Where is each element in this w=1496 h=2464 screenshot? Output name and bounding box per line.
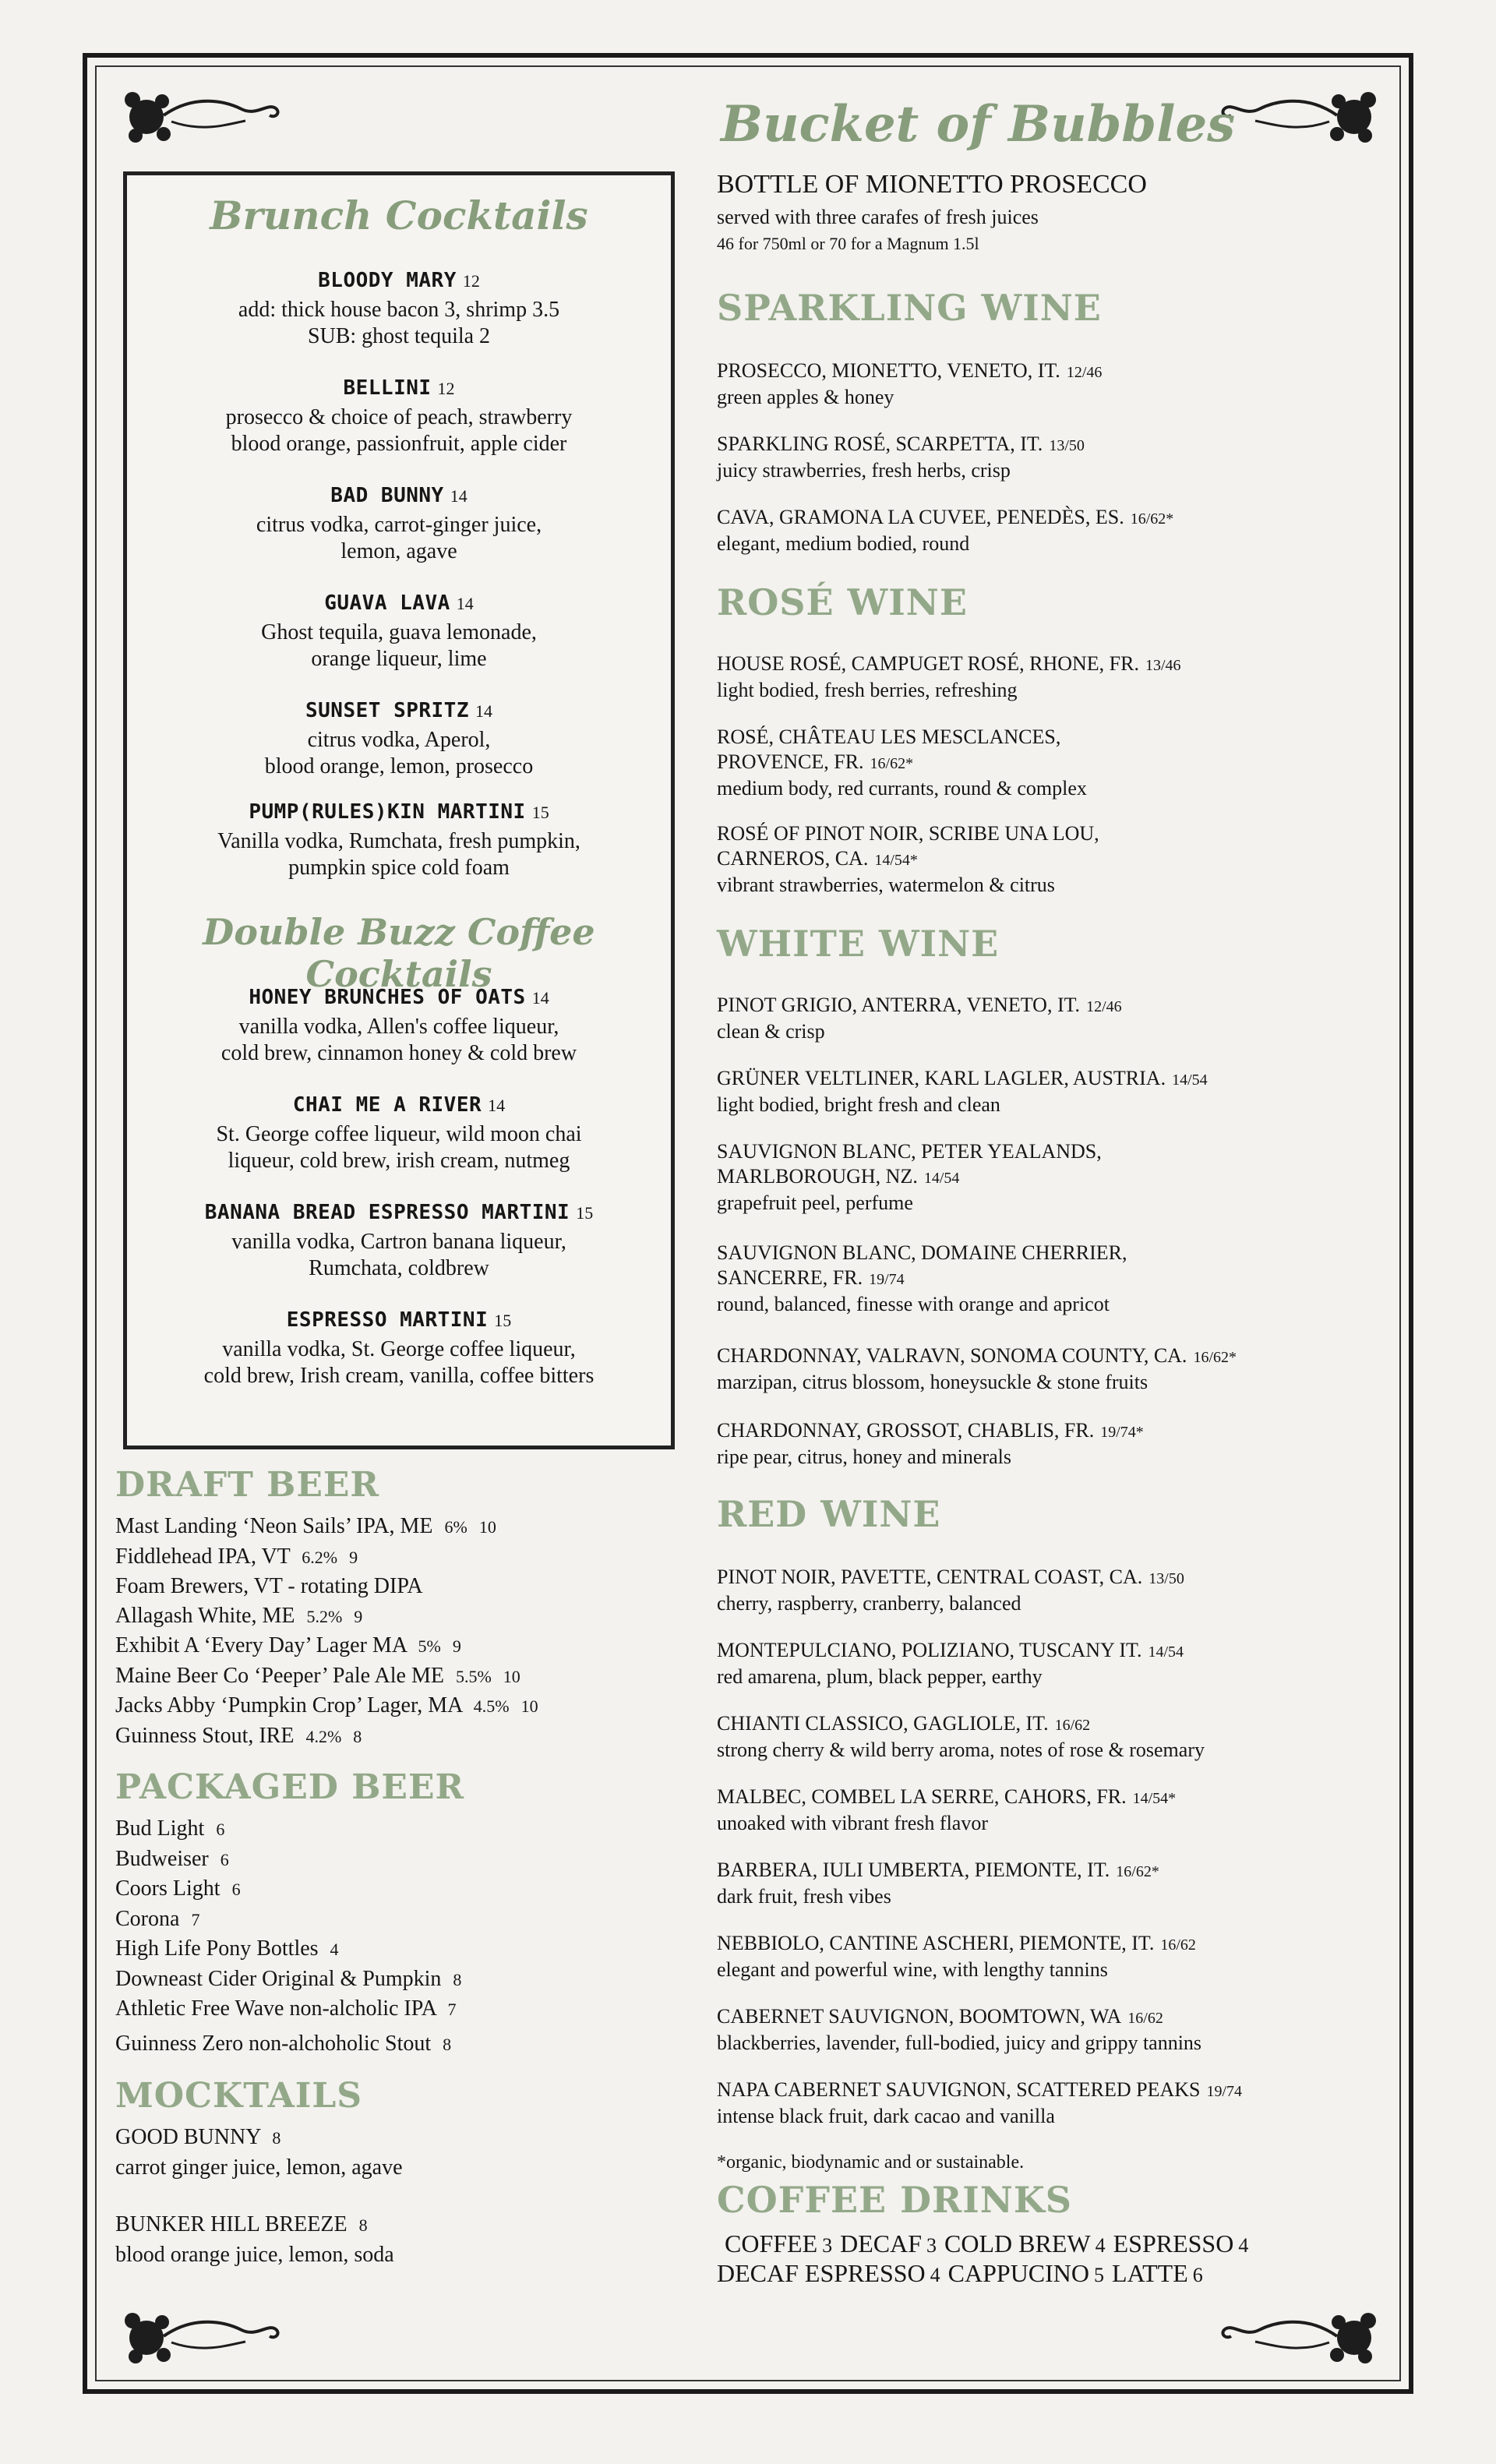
- cocktail-desc: Ghost tequila, guava lemonade,: [261, 620, 537, 644]
- wine-name: PINOT NOIR, PAVETTE, CENTRAL COAST, CA.: [717, 1566, 1143, 1588]
- wine-price: 14/54*: [874, 852, 918, 869]
- beer-name: Allagash White, ME: [115, 1603, 295, 1628]
- wine-desc: cherry, raspberry, cranberry, balanced: [717, 1592, 1021, 1615]
- wine-name: CHIANTI CLASSICO, GAGLIOLE, IT.: [717, 1712, 1049, 1735]
- beer-name: High Life Pony Bottles: [115, 1936, 319, 1961]
- coffee-name: COLD BREW: [944, 2229, 1091, 2257]
- mocktail-price: 8: [358, 2215, 368, 2235]
- wine-name: SAUVIGNON BLANC, PETER YEALANDS,: [717, 1140, 1102, 1163]
- list-item: [115, 1512, 538, 1542]
- wine-name: SAUVIGNON BLANC, DOMAINE CHERRIER,: [717, 1241, 1127, 1264]
- beer-price: 8: [453, 1969, 462, 1989]
- wine-price: 16/62: [1160, 1936, 1196, 1954]
- beer-price: 10: [478, 1517, 496, 1537]
- beer-abv: 4.5%: [473, 1696, 510, 1716]
- cocktail-desc: St. George coffee liqueur, wild moon chai: [216, 1122, 582, 1146]
- wine-item: [717, 1565, 1387, 1616]
- cocktail-name: PUMP(RULES)KIN MARTINI: [249, 800, 526, 824]
- wine-item: [717, 1784, 1387, 1836]
- wine-item: [717, 725, 1387, 801]
- cocktail-desc: citrus vodka, carrot-ginger juice,: [256, 513, 542, 537]
- floral-ornament-top-left: [109, 78, 288, 156]
- cocktail-name: SUNSET SPRITZ: [305, 699, 469, 722]
- cocktail-desc: blood orange, lemon, prosecco: [264, 754, 534, 778]
- bubbles-heading: BOTTLE OF MIONETTO PROSECCO: [717, 170, 1147, 199]
- list-item: [115, 1691, 538, 1721]
- mocktail-desc: blood orange juice, lemon, soda: [115, 2242, 394, 2267]
- wine-name: PINOT GRIGIO, ANTERRA, VENETO, IT.: [717, 994, 1081, 1016]
- wine-desc: marzipan, citrus blossom, honeysuckle & stone fruits: [717, 1371, 1148, 1393]
- beer-price: 10: [503, 1666, 520, 1686]
- wine-item: [717, 651, 1387, 703]
- coffee-price: 5: [1094, 2264, 1105, 2286]
- cocktail-price: 15: [576, 1203, 594, 1223]
- cocktail-desc: add: thick house bacon 3, shrimp 3.5: [238, 298, 560, 322]
- wine-item: [717, 1711, 1387, 1763]
- cocktail-price: 15: [531, 803, 549, 822]
- cocktail-name: HONEY BRUNCHES OF OATS: [249, 986, 526, 1009]
- cocktail-desc: vanilla vodka, Allen's coffee liqueur,: [238, 1015, 559, 1039]
- cocktail-name: BLOODY MARY: [318, 269, 457, 292]
- wine-price: 13/50: [1148, 1570, 1184, 1587]
- draft-beer-title: DRAFT BEER: [115, 1465, 379, 1505]
- beer-price: 4: [330, 1940, 339, 1959]
- beer-price: 9: [452, 1636, 461, 1656]
- coffee-drinks-title: COFFEE DRINKS: [717, 2179, 1073, 2221]
- beer-abv: 5.5%: [455, 1666, 492, 1686]
- coffee-cocktail-item: [127, 1199, 671, 1282]
- wine-desc: clean & crisp: [717, 1020, 825, 1043]
- wine-name: SPARKLING ROSÉ, SCARPETTA, IT.: [717, 432, 1043, 455]
- cocktail-desc: lemon, agave: [340, 539, 457, 563]
- wine-desc: grapefruit peel, perfume: [717, 1191, 913, 1214]
- beer-name: Athletic Free Wave non-alcholic IPA: [115, 1996, 436, 2021]
- wine-name: GRÜNER VELTLINER, KARL LAGLER, AUSTRIA.: [717, 1067, 1166, 1089]
- cocktail-price: 14: [475, 701, 492, 721]
- cocktail-desc: blood orange, passionfruit, apple cider: [231, 432, 567, 456]
- cocktail-item: [127, 590, 671, 672]
- wine-price: 12/46: [1066, 364, 1103, 381]
- wine-name: PROSECCO, MIONETTO, VENETO, IT.: [717, 359, 1060, 382]
- beer-abv: 6.2%: [302, 1547, 338, 1567]
- packaged-beer-title: PACKAGED BEER: [115, 1767, 465, 1807]
- list-item: [115, 1814, 461, 1844]
- wine-desc: elegant, medium bodied, round: [717, 532, 970, 555]
- wine-price: 14/54*: [1132, 1790, 1177, 1807]
- wine-name-line2: MARLBOROUGH, NZ.: [717, 1165, 918, 1188]
- coffee-cocktail-item: [127, 1307, 671, 1389]
- wine-name: CAVA, GRAMONA LA CUVEE, PENEDÈS, ES.: [717, 506, 1124, 528]
- mocktail-price: 8: [272, 2128, 281, 2148]
- floral-ornament-bottom-right: [1212, 2299, 1392, 2377]
- wine-item: [717, 993, 1387, 1044]
- wine-item: [717, 2004, 1387, 2056]
- packaged-beer-list: [115, 1814, 461, 2059]
- wine-name: HOUSE ROSÉ, CAMPUGET ROSÉ, RHONE, FR.: [717, 652, 1139, 675]
- beer-price: 7: [447, 2000, 457, 2019]
- wine-price: 19/74: [1206, 2083, 1243, 2100]
- wine-name: CHARDONNAY, GROSSOT, CHABLIS, FR.: [717, 1419, 1095, 1442]
- wine-price: 12/46: [1086, 998, 1122, 1015]
- coffee-price: 4: [1095, 2234, 1106, 2257]
- wine-desc: strong cherry & wild berry aroma, notes of rose & rosemary: [717, 1739, 1205, 1761]
- cocktail-price: 14: [456, 594, 474, 613]
- coffee-name: COFFEE: [725, 2229, 818, 2257]
- beer-name: Exhibit A ‘Every Day’ Lager MA: [115, 1633, 407, 1657]
- wine-desc: round, balanced, finesse with orange and apricot: [717, 1293, 1110, 1315]
- wine-desc: blackberries, lavender, full-bodied, juicy and grippy tannins: [717, 2032, 1202, 2054]
- wine-price: 16/62*: [870, 755, 914, 772]
- sparkling-wine-title: SPARKLING WINE: [717, 287, 1102, 329]
- coffee-price: 3: [822, 2234, 833, 2257]
- floral-ornament-top-right: [1212, 78, 1392, 156]
- wine-price: 13/46: [1145, 657, 1181, 674]
- wine-item: [717, 821, 1387, 898]
- beer-name: Coors Light: [115, 1876, 221, 1901]
- wine-price: 14/54: [923, 1170, 960, 1187]
- wine-price: 16/62*: [1116, 1863, 1159, 1880]
- cocktail-desc: vanilla vodka, St. George coffee liqueur,: [222, 1337, 576, 1361]
- wine-item: [717, 505, 1387, 556]
- wine-item: [717, 1638, 1387, 1689]
- beer-price: 6: [231, 1880, 241, 1899]
- list-item: [115, 1572, 538, 1601]
- list-item: [115, 1934, 461, 1964]
- beer-name: Guinness Stout, IRE: [115, 1723, 295, 1748]
- coffee-price: 4: [1238, 2234, 1249, 2257]
- list-item: [115, 1994, 461, 2025]
- beer-price: 6: [220, 1849, 229, 1869]
- wine-name: NEBBIOLO, CANTINE ASCHERI, PIEMONTE, IT.: [717, 1932, 1155, 1954]
- wine-desc: unoaked with vibrant fresh flavor: [717, 1812, 989, 1834]
- list-item: [115, 2123, 403, 2153]
- wine-item: [717, 1418, 1387, 1470]
- wine-desc: medium body, red currants, round & complex: [717, 777, 1087, 800]
- mocktails-title: MOCKTAILS: [115, 2076, 363, 2116]
- beer-abv: 4.2%: [305, 1726, 342, 1746]
- beer-name: Guinness Zero non-alchoholic Stout: [115, 2031, 432, 2056]
- wine-name: CHARDONNAY, VALRAVN, SONOMA COUNTY, CA.: [717, 1344, 1187, 1367]
- beer-name: Fiddlehead IPA, VT: [115, 1544, 291, 1569]
- mocktail-name: GOOD BUNNY: [115, 2125, 261, 2149]
- list-item: [115, 1661, 538, 1692]
- wine-price: 14/54: [1172, 1071, 1208, 1089]
- organic-footnote: *organic, biodynamic and or sustainable.: [717, 2152, 1025, 2173]
- cocktail-item: [127, 799, 671, 881]
- beer-name: Jacks Abby ‘Pumpkin Crop’ Lager, MA: [115, 1693, 462, 1717]
- list-item: [115, 1542, 538, 1573]
- beer-abv: 5%: [418, 1636, 441, 1656]
- wine-desc: ripe pear, citrus, honey and minerals: [717, 1446, 1011, 1468]
- cocktail-desc: Vanilla vodka, Rumchata, fresh pumpkin,: [217, 829, 580, 853]
- wine-name: ROSÉ, CHÂTEAU LES MESCLANCES,: [717, 725, 1061, 748]
- wine-item: [717, 358, 1387, 410]
- wine-name-line2: CARNEROS, CA.: [717, 847, 869, 870]
- beer-price: 9: [354, 1606, 363, 1626]
- cocktail-name: BANANA BREAD ESPRESSO MARTINI: [204, 1201, 570, 1224]
- brunch-cocktails-title: Brunch Cocktails: [210, 192, 588, 238]
- beer-name: Foam Brewers, VT - rotating DIPA: [115, 1574, 423, 1598]
- list-item: [115, 2029, 461, 2060]
- wine-name: ROSÉ OF PINOT NOIR, SCRIBE UNA LOU,: [717, 822, 1099, 845]
- wine-item: [717, 1066, 1387, 1117]
- cocktail-desc: cold brew, cinnamon honey & cold brew: [221, 1041, 577, 1065]
- wine-item: [717, 1931, 1387, 1982]
- wine-name: BARBERA, IULI UMBERTA, PIEMONTE, IT.: [717, 1859, 1110, 1881]
- wine-name: NAPA CABERNET SAUVIGNON, SCATTERED PEAKS: [717, 2078, 1201, 2101]
- rose-wine-title: ROSÉ WINE: [717, 581, 968, 623]
- cocktail-name: BELLINI: [343, 376, 432, 400]
- wine-item: [717, 1241, 1387, 1317]
- wine-desc: dark fruit, fresh vibes: [717, 1885, 891, 1908]
- beer-name: Budweiser: [115, 1846, 209, 1871]
- coffee-cocktail-item: [127, 984, 671, 1067]
- list-item: [115, 1721, 538, 1752]
- draft-beer-list: [115, 1512, 538, 1751]
- cocktail-desc: citrus vodka, Aperol,: [307, 728, 491, 752]
- cocktail-price: 14: [450, 486, 468, 506]
- cocktail-item: [127, 697, 671, 780]
- cocktail-price: 12: [462, 271, 480, 291]
- brunch-cocktails-box: [123, 171, 675, 1449]
- beer-price: 8: [353, 1726, 362, 1746]
- coffee-drinks-row: [725, 2229, 1256, 2261]
- cocktail-name: BAD BUNNY: [330, 484, 444, 507]
- cocktail-item: [127, 267, 671, 350]
- wine-desc: vibrant strawberries, watermelon & citrus: [717, 874, 1055, 896]
- wine-price: 16/62: [1127, 2010, 1163, 2027]
- coffee-price: 6: [1192, 2264, 1203, 2286]
- beer-name: Bud Light: [115, 1816, 205, 1841]
- coffee-cocktail-item: [127, 1092, 671, 1174]
- list-item: [115, 1844, 461, 1875]
- mocktail-name: BUNKER HILL BREEZE: [115, 2212, 348, 2236]
- list-item: [115, 2210, 403, 2240]
- bubbles-prices: 46 for 750ml or 70 for a Magnum 1.5l: [717, 234, 979, 253]
- wine-name: CABERNET SAUVIGNON, BOOMTOWN, WA: [717, 2005, 1122, 2028]
- wine-price: 16/62*: [1193, 1349, 1237, 1366]
- beer-price: 6: [216, 1820, 225, 1839]
- beer-price: 8: [443, 2034, 452, 2054]
- coffee-price: 4: [930, 2264, 940, 2286]
- coffee-name: CAPPUCINO: [947, 2259, 1090, 2287]
- wine-desc: intense black fruit, dark cacao and vanilla: [717, 2105, 1055, 2127]
- wine-desc: juicy strawberries, fresh herbs, crisp: [717, 459, 1011, 482]
- wine-price: 13/50: [1049, 437, 1085, 454]
- coffee-name: DECAF: [840, 2229, 923, 2257]
- cocktail-desc: vanilla vodka, Cartron banana liqueur,: [231, 1230, 566, 1254]
- cocktail-price: 12: [437, 379, 455, 398]
- wine-name: MALBEC, COMBEL LA SERRE, CAHORS, FR.: [717, 1785, 1127, 1808]
- white-wine-title: WHITE WINE: [717, 923, 1000, 965]
- cocktail-desc: pumpkin spice cold foam: [288, 856, 510, 880]
- coffee-name: DECAF ESPRESSO: [717, 2259, 926, 2287]
- wine-name: MONTEPULCIANO, POLIZIANO, TUSCANY IT.: [717, 1639, 1142, 1661]
- beer-name: Corona: [115, 1906, 180, 1931]
- list-item: [115, 1874, 461, 1904]
- floral-ornament-bottom-left: [109, 2299, 288, 2377]
- bubbles-title: Bucket of Bubbles: [721, 95, 1236, 154]
- wine-price: 19/74*: [1100, 1424, 1144, 1441]
- wine-item: [717, 432, 1387, 483]
- wine-item: [717, 2077, 1387, 2129]
- coffee-cocktails-title: Double Buzz Coffee Cocktails: [203, 911, 595, 995]
- wine-item: [717, 1139, 1387, 1216]
- bubbles-desc: served with three carafes of fresh juices: [717, 206, 1039, 228]
- beer-name: Maine Beer Co ‘Peeper’ Pale Ale ME: [115, 1663, 444, 1688]
- wine-price: 14/54: [1148, 1643, 1184, 1661]
- wine-item: [717, 1858, 1387, 1909]
- list-item: [115, 1631, 538, 1661]
- list-item: [115, 1601, 538, 1632]
- cocktail-item: [127, 375, 671, 457]
- coffee-drinks-row: [717, 2258, 1211, 2290]
- red-wine-title: RED WINE: [717, 1493, 941, 1535]
- cocktail-desc: liqueur, cold brew, irish cream, nutmeg: [228, 1149, 570, 1173]
- beer-price: 9: [349, 1547, 358, 1567]
- beer-price: 10: [520, 1696, 538, 1716]
- cocktail-price: 15: [494, 1311, 512, 1330]
- wine-desc: red amarena, plum, black pepper, earthy: [717, 1665, 1043, 1688]
- cocktail-price: 14: [531, 988, 549, 1008]
- wine-desc: light bodied, bright fresh and clean: [717, 1093, 1000, 1116]
- wine-price: 16/62*: [1130, 510, 1174, 528]
- cocktail-item: [127, 482, 671, 565]
- cocktail-name: CHAI ME A RIVER: [292, 1093, 482, 1117]
- list-item: [115, 1964, 461, 1995]
- beer-name: Downeast Cider Original & Pumpkin: [115, 1966, 442, 1991]
- wine-desc: elegant and powerful wine, with lengthy tannins: [717, 1958, 1108, 1981]
- wine-desc: light bodied, fresh berries, refreshing: [717, 679, 1018, 701]
- cocktail-price: 14: [488, 1096, 506, 1115]
- wine-item: [717, 1343, 1387, 1395]
- beer-price: 7: [191, 1909, 200, 1929]
- wine-price: 16/62: [1054, 1717, 1091, 1734]
- cocktail-desc: cold brew, Irish cream, vanilla, coffee bitters: [203, 1364, 595, 1388]
- wine-name-line2: PROVENCE, FR.: [717, 750, 864, 773]
- list-item: [115, 1904, 461, 1935]
- cocktail-name: GUAVA LAVA: [324, 591, 450, 615]
- wine-desc: green apples & honey: [717, 386, 894, 408]
- wine-name-line2: SANCERRE, FR.: [717, 1266, 863, 1289]
- mocktail-desc: carrot ginger juice, lemon, agave: [115, 2155, 403, 2180]
- mocktails-list: [115, 2123, 403, 2269]
- cocktail-desc: orange liqueur, lime: [311, 647, 487, 671]
- cocktail-desc: Rumchata, coldbrew: [309, 1256, 489, 1280]
- cocktail-desc: SUB: ghost tequila 2: [307, 324, 491, 348]
- beer-abv: 5.2%: [306, 1606, 343, 1626]
- wine-price: 19/74: [869, 1271, 905, 1288]
- coffee-price: 3: [926, 2234, 937, 2257]
- cocktail-name: ESPRESSO MARTINI: [286, 1308, 489, 1332]
- coffee-name: ESPRESSO: [1113, 2229, 1234, 2257]
- coffee-name: LATTE: [1112, 2259, 1188, 2287]
- beer-abv: 6%: [444, 1517, 468, 1537]
- beer-name: Mast Landing ‘Neon Sails’ IPA, ME: [115, 1514, 433, 1538]
- cocktail-desc: prosecco & choice of peach, strawberry: [225, 405, 573, 429]
